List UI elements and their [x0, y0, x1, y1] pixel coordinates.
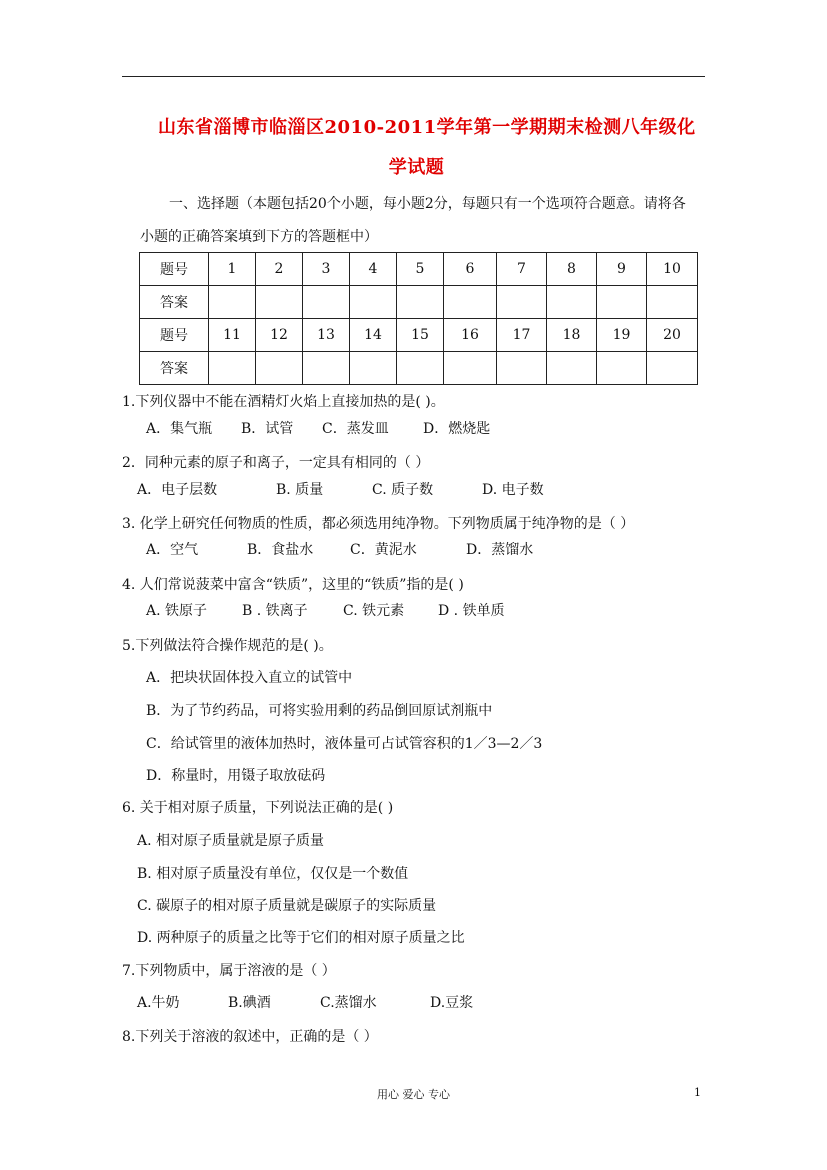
section-intro-line2: 小题的正确答案填到下方的答题框中） [140, 229, 378, 245]
question-1-option-a: A．集气瓶 [146, 421, 213, 437]
table-cell: 19 [597, 319, 647, 352]
answer-cell[interactable] [397, 286, 444, 319]
answer-cell[interactable] [256, 286, 303, 319]
answer-cell[interactable] [303, 286, 350, 319]
question-7-stem: 7.下列物质中，属于溶液的是（ ） [122, 963, 336, 979]
table-head-cell: 题号 [140, 253, 209, 286]
question-1-stem: 1.下列仪器中不能在酒精灯火焰上直接加热的是( )。 [122, 394, 445, 410]
question-2-stem: 2．同种元素的原子和离子，一定具有相同的（ ） [122, 455, 430, 471]
table-head-cell: 答案 [140, 286, 209, 319]
table-cell: 1 [209, 253, 256, 286]
answer-cell[interactable] [597, 352, 647, 385]
answer-cell[interactable] [647, 286, 698, 319]
answer-cell[interactable] [256, 352, 303, 385]
question-5-option-d: D．称量时，用镊子取放砝码 [146, 768, 326, 784]
question-5-stem: 5.下列做法符合操作规范的是( )。 [122, 638, 333, 654]
answer-cell[interactable] [497, 352, 547, 385]
question-1-option-b: B．试管 [241, 421, 294, 437]
page-title-line1: 山东省淄博市临淄区2010-2011学年第一学期期末检测八年级化 [158, 117, 696, 138]
question-7-option-c: C.蒸馏水 [320, 995, 377, 1011]
question-6-stem: 6. 关于相对原子质量，下列说法正确的是( ) [122, 800, 394, 816]
answer-table [139, 252, 698, 385]
answer-cell[interactable] [350, 352, 397, 385]
table-cell: 4 [350, 253, 397, 286]
table-cell: 20 [647, 319, 698, 352]
table-cell: 5 [397, 253, 444, 286]
footer-motto: 用心 爱心 专心 [377, 1088, 450, 1101]
question-2-option-b: B. 质量 [276, 482, 324, 498]
table-cell: 10 [647, 253, 698, 286]
answer-cell[interactable] [350, 286, 397, 319]
table-cell: 12 [256, 319, 303, 352]
table-row [140, 319, 698, 352]
answer-cell[interactable] [209, 286, 256, 319]
table-cell: 15 [397, 319, 444, 352]
answer-cell[interactable] [647, 352, 698, 385]
question-4-option-a: A. 铁原子 [146, 603, 208, 619]
answer-cell[interactable] [497, 286, 547, 319]
question-7-option-a: A.牛奶 [137, 995, 180, 1011]
table-cell: 8 [547, 253, 597, 286]
question-3-option-a: A．空气 [146, 542, 199, 558]
question-6-option-a: A. 相对原子质量就是原子质量 [137, 833, 325, 849]
table-row [140, 352, 698, 385]
question-7-option-b: B.碘酒 [228, 995, 271, 1011]
table-cell: 18 [547, 319, 597, 352]
question-7-option-d: D.豆浆 [430, 995, 474, 1011]
question-5-option-a: A．把块状固体投入直立的试管中 [146, 670, 353, 686]
question-4-option-c: C. 铁元素 [343, 603, 405, 619]
answer-cell[interactable] [444, 286, 497, 319]
question-4-option-b: B . 铁离子 [242, 603, 308, 619]
table-head-cell: 题号 [140, 319, 209, 352]
answer-cell[interactable] [597, 286, 647, 319]
table-cell: 16 [444, 319, 497, 352]
table-head-cell: 答案 [140, 352, 209, 385]
question-2-option-a: A．电子层数 [137, 482, 218, 498]
question-6-option-b: B. 相对原子质量没有单位，仅仅是一个数值 [137, 866, 409, 882]
question-5-option-c: C．给试管里的液体加热时，液体量可占试管容积的1／3—2／3 [146, 736, 543, 752]
question-3-option-d: D．蒸馏水 [466, 542, 534, 558]
question-6-option-d: D. 两种原子的质量之比等于它们的相对原子质量之比 [137, 930, 465, 946]
answer-cell[interactable] [303, 352, 350, 385]
question-1-option-c: C．蒸发皿 [322, 421, 389, 437]
table-cell: 2 [256, 253, 303, 286]
table-cell: 13 [303, 319, 350, 352]
question-4-stem: 4. 人们常说菠菜中富含“铁质”，这里的“铁质”指的是( ) [122, 577, 464, 593]
answer-cell[interactable] [547, 352, 597, 385]
question-2-option-d: D. 电子数 [482, 482, 544, 498]
answer-cell[interactable] [547, 286, 597, 319]
question-3-stem: 3. 化学上研究任何物质的性质，都必须选用纯净物。下列物质属于纯净物的是（ ） [122, 516, 635, 532]
question-4-option-d: D . 铁单质 [438, 603, 505, 619]
table-cell: 3 [303, 253, 350, 286]
table-cell: 11 [209, 319, 256, 352]
answer-cell[interactable] [397, 352, 444, 385]
question-2-option-c: C. 质子数 [372, 482, 434, 498]
answer-cell[interactable] [209, 352, 256, 385]
question-3-option-c: C．黄泥水 [350, 542, 417, 558]
page-number: 1 [694, 1086, 701, 1099]
header-rule [122, 76, 705, 77]
question-5-option-b: B．为了节约药品，可将实验用剩的药品倒回原试剂瓶中 [146, 703, 493, 719]
table-cell: 14 [350, 319, 397, 352]
question-6-option-c: C. 碳原子的相对原子质量就是碳原子的实际质量 [137, 898, 437, 914]
table-cell: 17 [497, 319, 547, 352]
section-intro-line1: 一、选择题（本题包括20个小题，每小题2分，每题只有一个选项符合题意。请将各 [169, 196, 686, 212]
question-8-stem: 8.下列关于溶液的叙述中，正确的是（ ） [122, 1029, 378, 1045]
answer-cell[interactable] [444, 352, 497, 385]
question-3-option-b: B．食盐水 [247, 542, 314, 558]
table-row [140, 286, 698, 319]
table-row [140, 253, 698, 286]
question-1-option-d: D．燃烧匙 [423, 421, 491, 437]
page-title-line2: 学试题 [388, 157, 445, 178]
table-cell: 7 [497, 253, 547, 286]
table-cell: 9 [597, 253, 647, 286]
table-cell: 6 [444, 253, 497, 286]
